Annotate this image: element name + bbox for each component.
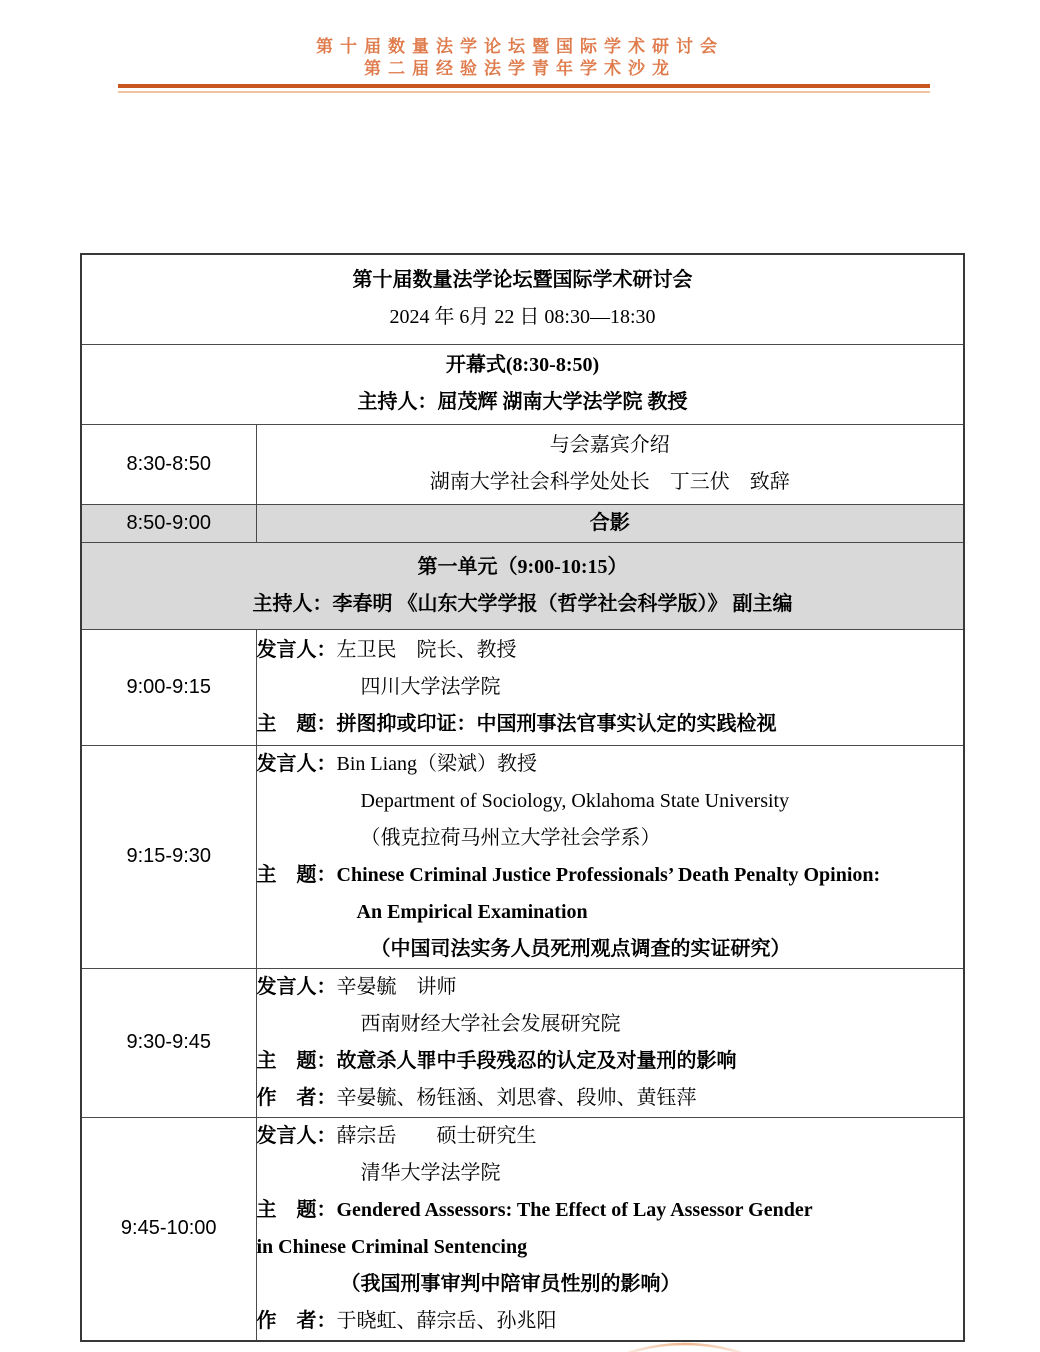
line-text: 四川大学法学院	[360, 675, 501, 698]
full-row-cell	[81, 344, 964, 424]
line-text: 薛宗岳 硕士研究生	[336, 1124, 537, 1147]
schedule-row	[81, 424, 964, 504]
line-text: 2024 年 6月 22 日 08:30—18:30	[389, 306, 656, 329]
line-text: 第十届数量法学论坛暨国际学术研讨会	[352, 269, 693, 292]
session-cell	[256, 1117, 964, 1341]
page-header-line2: 第二届经验法学青年学术沙龙	[364, 59, 676, 78]
schedule-line	[257, 1192, 964, 1229]
schedule-row	[81, 504, 964, 542]
schedule-line	[257, 1080, 964, 1117]
schedule-line	[257, 783, 964, 820]
footer-arc-icon	[0, 1322, 1040, 1352]
line-text: 清华大学法学院	[360, 1161, 501, 1184]
line-text: 湖南大学社会科学处处长 丁三伏 致辞	[429, 471, 790, 493]
line-text: Department of Sociology, Oklahoma State University	[360, 789, 790, 812]
schedule-row	[81, 629, 964, 745]
schedule-row	[81, 745, 964, 968]
line-text: Gendered Assessors: The Effect of Lay Assessor Gender	[336, 1198, 813, 1221]
schedule-line	[257, 931, 964, 968]
session-cell	[256, 629, 964, 745]
line-text: 于晓虹、薛宗岳、孙兆阳	[336, 1309, 557, 1332]
line-text: 与会嘉宾介绍	[549, 434, 670, 456]
session-cell	[256, 745, 964, 968]
line-text: 合影	[589, 511, 630, 534]
schedule-line	[82, 262, 963, 299]
schedule-line	[257, 820, 964, 857]
line-text: 主持人：屈茂辉 湖南大学法学院 教授	[357, 391, 688, 413]
schedule-line	[257, 969, 964, 1006]
line-label: 发言人：	[256, 752, 337, 775]
schedule-row	[81, 1117, 964, 1341]
schedule-line	[257, 505, 964, 542]
schedule-line	[257, 464, 964, 501]
schedule-line	[257, 669, 964, 706]
schedule-line	[82, 384, 963, 421]
line-text: 拼图抑或印证：中国刑事法官事实认定的实践检视	[336, 712, 777, 735]
time-cell: 8:50-9:00	[81, 504, 256, 542]
session-cell	[256, 504, 964, 542]
line-text: 左卫民 院长、教授	[336, 638, 517, 661]
line-text: 西南财经大学社会发展研究院	[360, 1012, 621, 1035]
schedule-line	[257, 632, 964, 669]
session-cell	[256, 424, 964, 504]
time-cell: 9:30-9:45	[81, 968, 256, 1117]
line-text: 故意杀人罪中手段残忍的认定及对量刑的影响	[336, 1049, 737, 1072]
time-cell: 8:30-8:50	[81, 424, 256, 504]
schedule-line	[257, 1155, 964, 1192]
schedule-table	[80, 253, 965, 1342]
line-label: 主 题：	[256, 863, 337, 886]
line-text: 第一单元（9:00-10:15）	[417, 555, 628, 578]
header-rule	[118, 84, 930, 93]
line-text: 开幕式(8:30-8:50)	[445, 354, 600, 376]
header-rule-thick	[118, 84, 930, 88]
line-text: （中国司法实务人员死刑观点调查的实证研究）	[370, 937, 791, 960]
line-text: Chinese Criminal Justice Professionals’ Death Penalty Opinion:	[336, 863, 881, 886]
schedule-body	[81, 254, 964, 1341]
line-label: 发言人：	[256, 1124, 337, 1147]
line-label: 主 题：	[256, 712, 337, 735]
page-header-line1: 第十届数量法学论坛暨国际学术研讨会	[316, 37, 724, 56]
schedule-line	[257, 1043, 964, 1080]
line-text: Bin Liang（梁斌）教授	[336, 752, 538, 775]
time-cell: 9:15-9:30	[81, 745, 256, 968]
line-label: 发言人：	[256, 975, 337, 998]
schedule-line	[257, 746, 964, 783]
line-text: 辛晏毓 讲师	[336, 975, 457, 998]
schedule-line	[257, 706, 964, 743]
line-text: 辛晏毓、杨钰涵、刘思睿、段帅、黄钰萍	[336, 1086, 697, 1109]
line-text: （俄克拉荷马州立大学社会学系）	[360, 826, 661, 849]
schedule-line	[257, 1266, 964, 1303]
schedule-row	[81, 542, 964, 629]
line-label: 作 者：	[256, 1309, 337, 1332]
schedule-line	[82, 549, 963, 586]
schedule-row	[81, 254, 964, 344]
full-row-cell	[81, 254, 964, 344]
schedule-line	[82, 586, 963, 623]
time-cell: 9:45-10:00	[81, 1117, 256, 1341]
schedule-line	[257, 427, 964, 464]
schedule-row	[81, 968, 964, 1117]
line-label: 主 题：	[256, 1049, 337, 1072]
schedule-line	[257, 1229, 964, 1266]
schedule-line	[82, 299, 963, 336]
header-rule-thin	[118, 91, 930, 93]
schedule-line	[257, 894, 964, 931]
line-label: 发言人：	[256, 638, 337, 661]
session-cell	[256, 968, 964, 1117]
schedule-row	[81, 344, 964, 424]
line-label: 作 者：	[256, 1086, 337, 1109]
line-text: in Chinese Criminal Sentencing	[256, 1235, 528, 1258]
time-cell: 9:00-9:15	[81, 629, 256, 745]
line-label: 主 题：	[256, 1198, 337, 1221]
line-text: 主持人：李春明 《山东大学学报（哲学社会科学版）》 副主编	[252, 592, 793, 615]
schedule-line	[257, 1006, 964, 1043]
schedule-line	[257, 857, 964, 894]
page-header	[0, 36, 1040, 80]
schedule-line	[257, 1118, 964, 1155]
line-text: An Empirical Examination	[356, 900, 588, 923]
schedule-line	[82, 347, 963, 384]
full-row-cell	[81, 542, 964, 629]
line-text: （我国刑事审判中陪审员性别的影响）	[340, 1272, 681, 1295]
